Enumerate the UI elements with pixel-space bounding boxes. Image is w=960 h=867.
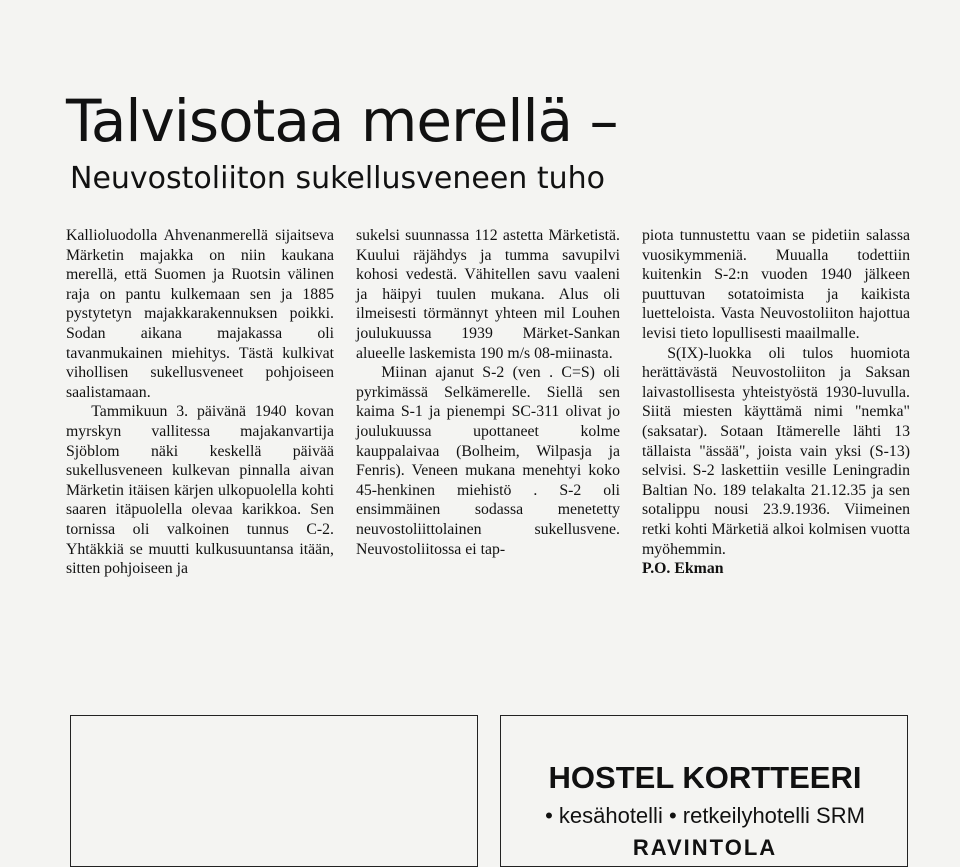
article-column-1 (66, 226, 334, 579)
ad-services: • kesähotelli • retkeilyhotelli SRM (545, 803, 865, 828)
hostel-ad (500, 0, 910, 860)
ad-restaurant: RAVINTOLA (632, 835, 778, 860)
paragraph: sukelsi suunnassa 112 astetta Märketistä. Kuului räjähdys ja tumma savupilvi kohosi vedestä. Vähitellen savu vaaleni ja häipyi tuulen mukana. Alus oli ilmeisesti törmännyt yhteen mil Louhen joulukuussa 1939 Märket-Sankan alueelle laskemista 190 m/s 08-miinasta. (356, 227, 620, 362)
paragraph: Miinan ajanut S-2 (ven . C=S) oli pyrkimässä Selkämerelle. Siellä sen kaima S-1 ja pienempi SC-311 olivat jo joulukuussa upottaneet kolme kauppalaivaa (Bolheim, Wilpasja ja Fenris). Veneen mukana menehtyi koko 45-henkinen miehistö . S-2 oli ensimmäinen sodassa menetetty neuvostoliittolainen sukellusvene. Neuvostoliitossa ei tap- (356, 364, 620, 558)
article-title: Talvisotaa merellä – (66, 87, 618, 155)
article-subtitle: Neuvostoliiton sukellusveneen tuho (70, 161, 605, 196)
ad-title: HOSTEL KORTTEERI (548, 760, 862, 795)
ad-box-empty (70, 715, 478, 867)
paragraph: S(IX)-luokka oli tulos huomiota herättävästä Neuvostoliiton ja Saksan laivastollisesta yhteistyöstä 1930-luvulla. Siitä miesten käyttämä nimi "nemka" (saksatar). Sotaan Itämerelle lähti 13 tällaista "ässää", joista vain yksi (S-13) selvisi. S-2 laskettiin vesille Leningradin Baltian No. 189 telakalta 21.12.35 ja sen sotalippu nousi 23.9.1936. Viimeinen retki kohti Märketiä alkoi kolmisen vuotta myöhemmin. (642, 344, 910, 558)
paragraph: Kallioluodolla Ahvenanmerellä sijaitseva Märketin majakka on niin kaukana merellä, että Suomen ja Ruotsin välinen raja on pantu kulkemaan sen ja 1885 pystytetyn majakkarakennuksen poikki. Sodan aikana majakassa oli tavanmukainen miehitys. Tästä kulkivat vihollisen sukellusveneet pohjoiseen saalistamaan. (66, 227, 334, 401)
paragraph: piota tunnustettu vaan se pidetiin salassa vuosikymmeniä. Muualla todettiin kuitenkin S-2:n vuoden 1940 jälkeen puuttuvan sotatoimista ja kaikista luetteloista. Vasta Neuvostoliiton hajottua levisi tieto lopullisesti maailmalle. (642, 227, 910, 342)
author-signature: P.O. Ekman (642, 560, 724, 578)
paragraph: Tammikuun 3. päivänä 1940 kovan myrskyn vallitessa majakanvartija Sjöblom näki keskellä päivää sukellusveneen kulkevan pinnalla aivan Märketin itäisen kärjen ulkopuolella kohti saaren itäpuolella olevaa karikkoa. Sen tornissa oli valkoinen tunnus C-2. Yhtäkkiä se muutti kulkusuuntansa itään, sitten pohjoiseen ja (66, 403, 334, 578)
